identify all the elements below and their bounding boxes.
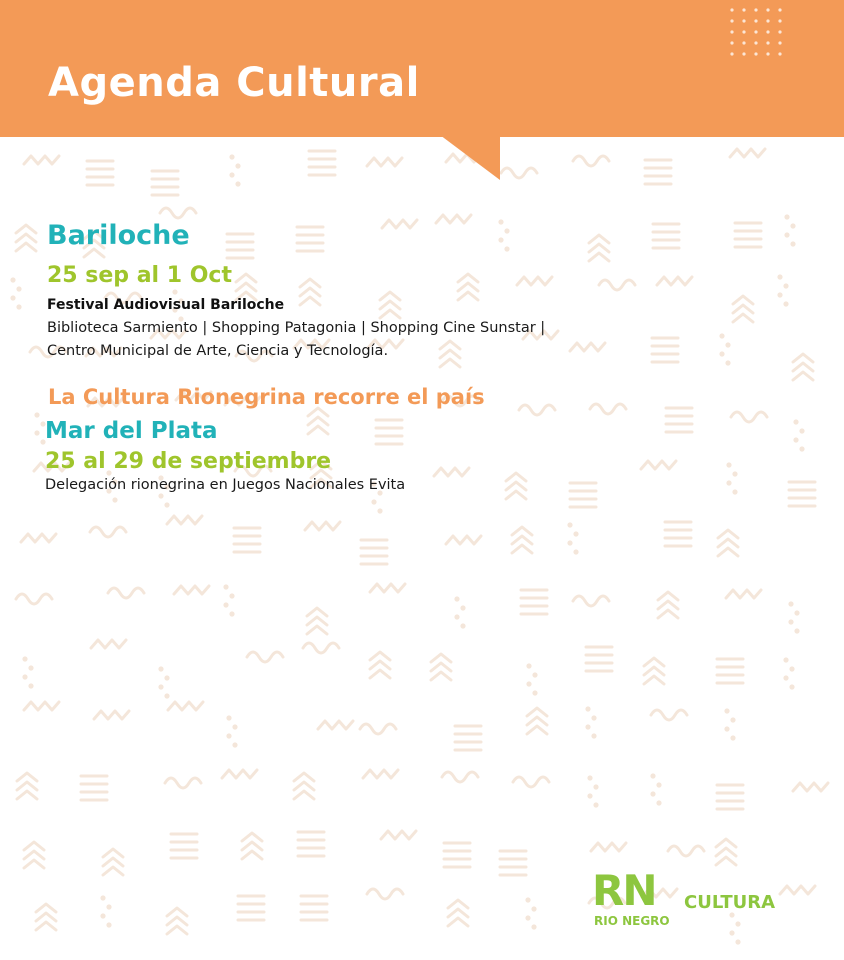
logo-subtitle: RIO NEGRO xyxy=(594,914,670,928)
brand-label: CULTURA xyxy=(684,892,776,913)
dates-mar-del-plata: 25 al 29 de septiembre xyxy=(45,449,332,474)
venues-line-1: Biblioteca Sarmiento | Shopping Patagonia | Shopping Cine Sunstar | xyxy=(47,320,546,336)
tour-description: Delegación rionegrina en Juegos Nacionales Evita xyxy=(45,477,406,493)
page-title: Agenda Cultural xyxy=(48,60,420,106)
logo-letters: RN xyxy=(592,866,656,915)
city-mar-del-plata: Mar del Plata xyxy=(45,418,218,444)
event-title: Festival Audiovisual Bariloche xyxy=(47,297,285,313)
dots-decoration xyxy=(728,6,784,58)
venues-line-2: Centro Municipal de Arte, Ciencia y Tecnología. xyxy=(47,343,389,359)
city-bariloche: Bariloche xyxy=(47,220,190,251)
section-title: La Cultura Rionegrina recorre el país xyxy=(48,385,485,409)
dates-bariloche: 25 sep al 1 Oct xyxy=(47,263,232,288)
